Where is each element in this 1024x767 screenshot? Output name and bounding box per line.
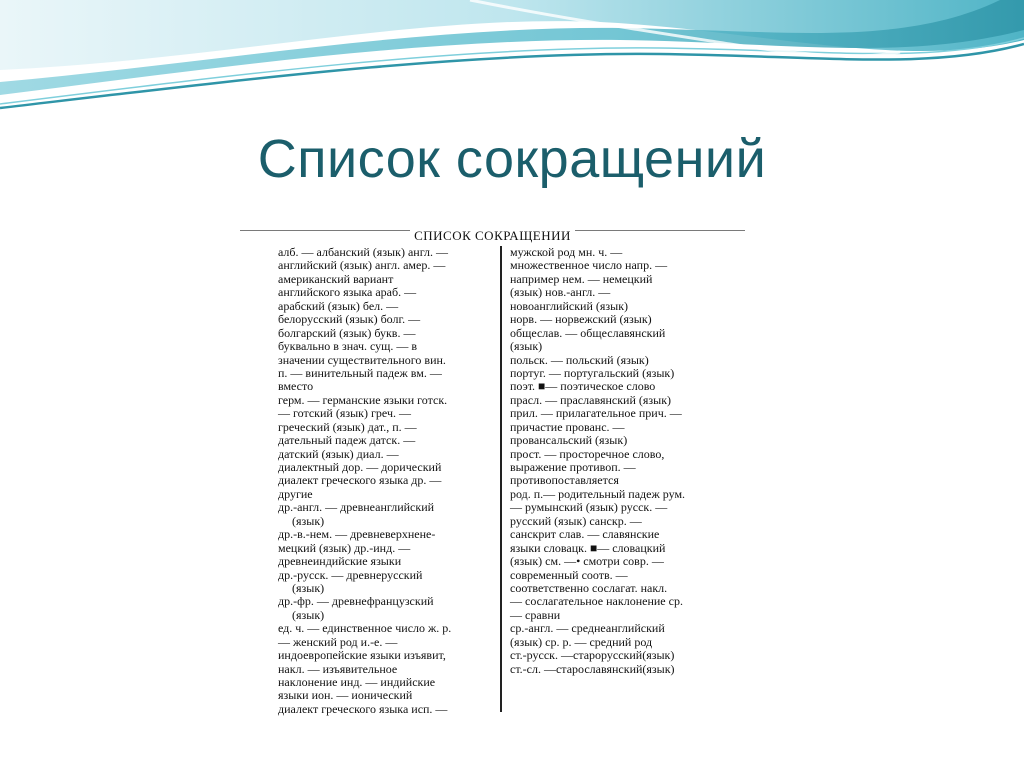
abbreviation-line: противопоставляется: [510, 473, 619, 488]
abbreviation-line: множественное число напр. —: [510, 258, 668, 273]
abbreviation-line: вместо: [278, 379, 314, 394]
abbreviation-line: (язык) см. —• смотри совр. —: [510, 554, 664, 569]
abbreviation-line: арабский (язык) бел. —: [278, 298, 399, 313]
abbreviation-line: американский вариант: [278, 271, 394, 286]
abbreviation-line: древнеиндийские языки: [278, 554, 402, 569]
abbreviation-line: (язык) нов.-англ. —: [510, 285, 611, 300]
abbreviation-line: др.-англ. — древнеанглийский: [278, 500, 435, 515]
abbreviation-line: — румынский (язык) русск. —: [510, 500, 668, 515]
abbreviation-line: португ. — португальский (язык): [510, 365, 675, 380]
abbreviation-line: английский (язык) англ. амер. —: [278, 258, 446, 273]
slide-title: Список сокращений: [257, 129, 767, 189]
abbreviation-line: алб. — албанский (язык) англ. —: [278, 245, 448, 259]
abbreviation-line: буквально в знач. сущ. — в: [278, 339, 418, 354]
abbreviation-line: польск. — польский (язык): [510, 352, 649, 367]
abbreviation-line: русский (язык) санскр. —: [510, 513, 642, 528]
abbreviation-line: (язык): [292, 580, 325, 595]
abbreviation-line: диалектный дор. — дорический: [278, 460, 442, 474]
abbreviation-line: — женский род и.-е. —: [278, 634, 398, 649]
abbreviation-line: — сослагательное наклонение ср.: [510, 594, 683, 609]
abbreviation-line: современный соотв. —: [510, 567, 628, 582]
abbreviation-line: индоевропейские языки изъявит,: [278, 648, 446, 663]
abbreviation-line: греческий (язык) дат., п. —: [278, 419, 417, 434]
abbreviation-line: род. п.— родительный падеж рум.: [510, 486, 686, 501]
column-divider: [500, 246, 502, 712]
abbreviation-line: ср.-англ. — среднеанглийский: [510, 621, 665, 636]
abbreviation-line: прост. — просторечное слово,: [510, 446, 665, 461]
abbreviation-line: накл. — изъявительное: [278, 661, 398, 676]
abbreviation-line: (язык): [292, 513, 325, 528]
abbreviation-line: прил. — прилагательное прич. —: [510, 406, 682, 421]
left-column: [278, 246, 498, 716]
abbreviation-line: дательный падеж датск. —: [278, 433, 416, 448]
abbreviation-line: — сравни: [510, 607, 561, 622]
abbreviation-line: болгарский (язык) букв. —: [278, 325, 416, 340]
abbreviation-line: другие: [278, 486, 313, 501]
abbreviation-line: например нем. — немецкий: [510, 271, 653, 286]
abbreviation-line: общеслав. — общеславянский: [510, 325, 666, 340]
decorative-waves: [0, 0, 1024, 130]
abbreviation-line: др.-в.-нем. — древневерхнене-: [278, 527, 436, 542]
abbreviation-line: норв. — норвежский (язык): [510, 312, 652, 327]
right-column: [510, 246, 745, 676]
abbreviation-line: др.-фр. — древнефранцузский: [278, 594, 434, 609]
abbreviation-line: новоанглийский (язык): [510, 298, 629, 313]
abbreviation-line: ед. ч. — единственное число ж. р.: [278, 621, 452, 636]
abbreviation-line: выражение противоп. —: [510, 460, 636, 474]
abbreviation-line: провансальский (язык): [510, 433, 628, 448]
abbreviation-line: английского языка араб. —: [278, 285, 417, 300]
abbreviation-line: п. — винительный падеж вм. —: [278, 365, 442, 380]
abbreviation-line: — готский (язык) греч. —: [278, 406, 411, 421]
abbreviations-document: [240, 228, 745, 714]
abbreviation-line: наклонение инд. — индийские: [278, 675, 436, 689]
document-title: [240, 228, 745, 244]
abbreviation-line: др.-русск. — древнерусский: [278, 567, 423, 582]
abbreviation-line: значении существительного вин.: [278, 352, 446, 367]
abbreviation-line: мецкий (язык) др.-инд. —: [278, 540, 411, 555]
abbreviation-line: соответственно сослагат. накл.: [510, 580, 668, 595]
document-title-text: СПИСОК СОКРАЩЕНИИ: [410, 228, 575, 243]
abbreviation-line: языки ион. — ионический: [278, 688, 413, 703]
abbreviation-line: диалект греческого языка др. —: [278, 473, 442, 488]
abbreviation-line: датский (язык) диал. —: [278, 446, 399, 461]
abbreviation-line: диалект греческого языка исп. —: [278, 701, 448, 716]
abbreviation-line: ст.-сл. —старославянский(язык): [510, 661, 675, 676]
abbreviation-line: языки словацк. ■— словацкий: [510, 540, 666, 555]
abbreviation-line: прасл. — праславянский (язык): [510, 392, 672, 407]
abbreviation-line: ст.-русск. —старорусский(язык): [510, 648, 675, 663]
abbreviation-line: (язык) ср. р. — средний род: [510, 634, 653, 649]
abbreviation-line: санскрит слав. — славянские: [510, 527, 660, 542]
abbreviation-line: причастие прованс. —: [510, 419, 625, 434]
abbreviation-line: поэт. ■— поэтическое слово: [510, 379, 656, 394]
abbreviation-line: (язык): [510, 339, 543, 354]
abbreviation-line: герм. — германские языки готск.: [278, 392, 448, 407]
abbreviation-line: мужской род мн. ч. —: [510, 245, 623, 259]
abbreviation-line: белорусский (язык) болг. —: [278, 312, 421, 327]
abbreviation-line: (язык): [292, 607, 325, 622]
